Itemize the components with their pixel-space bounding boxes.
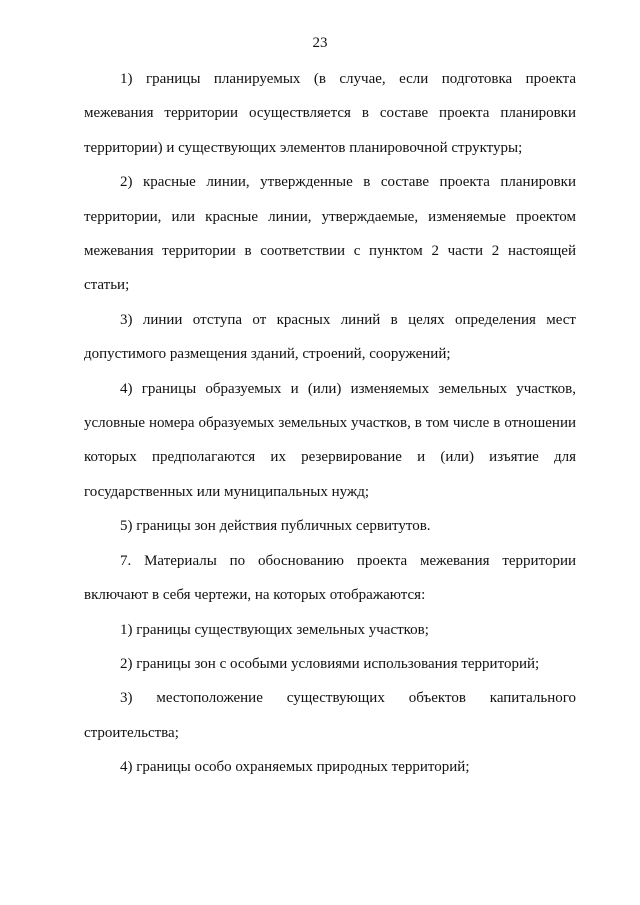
paragraph-special-use-zones: 2) границы зон с особыми условиями использования территорий; — [120, 655, 540, 672]
page-number: 23 — [312, 35, 328, 51]
paragraph-protected-natural-areas: 4) границы особо охраняемых природных территорий; — [120, 759, 470, 776]
paragraph-justification-materials: 7. Материалы по обоснованию проекта межевания территории включают в себя чертежи, на которых отображаются: — [84, 552, 576, 604]
paragraph-existing-land-plots: 1) границы существующих земельных участков; — [120, 621, 429, 638]
paragraph-planning-structure-boundaries: 1) границы планируемых (в случае, если подготовка проекта межевания территории осуществляется в составе проекта планировки территории) и существующих элементов планировочной структуры; — [84, 71, 576, 156]
paragraph-red-lines: 2) красные линии, утвержденные в составе проекта планировки территории, или красные линии, утверждаемые, изменяемые проектом межевания территории в соответствии с пунктом 2 части 2 настоящей статьи; — [84, 174, 576, 294]
paragraph-setback-lines: 3) линии отступа от красных линий в целях определения мест допустимого размещения зданий, строений, сооружений; — [84, 311, 576, 363]
paragraph-land-plot-boundaries: 4) границы образуемых и (или) изменяемых земельных участков, условные номера образуемых земельных участков, в том числе в отношении которых предполагаются их резервирование и (или) изъятие для государственных или муниципальных нужд; — [84, 380, 576, 500]
paragraph-servitude-zones: 5) границы зон действия публичных сервитутов. — [120, 518, 431, 535]
paragraph-capital-construction-objects: 3) местоположение существующих объектов капитального строительства; — [84, 690, 576, 741]
document-body — [84, 62, 576, 785]
